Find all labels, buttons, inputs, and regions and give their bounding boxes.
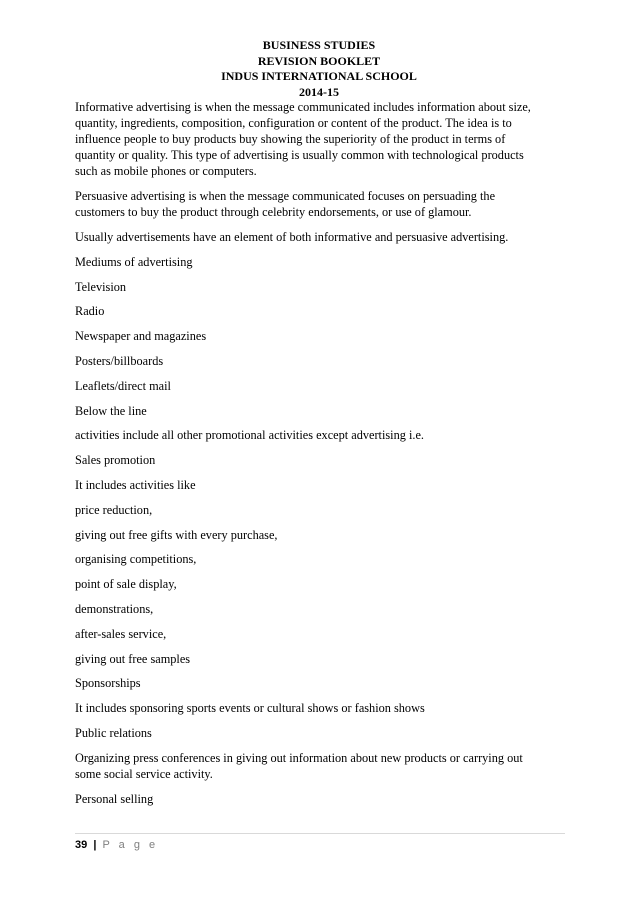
usually-paragraph: Usually advertisements have an element of both informative and persuasive advertising. <box>75 230 509 244</box>
persuasive-advertising-paragraph <box>75 188 565 220</box>
list-item: Newspaper and magazines <box>75 329 207 344</box>
list-item: It includes sponsoring sports events or cultural shows or fashion shows <box>75 701 425 716</box>
list-item: after-sales service, <box>75 626 167 641</box>
public-relations-paragraph <box>75 750 565 782</box>
header-subject: BUSINESS STUDIES <box>262 38 376 52</box>
informative-advertising-paragraph <box>75 99 565 179</box>
header-booklet: REVISION BOOKLET <box>257 53 381 68</box>
page-label: P a g e <box>102 839 159 851</box>
list-item: Radio <box>75 304 105 319</box>
text-line: Organizing press conferences in giving out information about new products or carrying out <box>75 750 523 765</box>
list-item: giving out free samples <box>75 651 191 666</box>
text-line: influence people to buy products buy showing the superiority of the product in terms of <box>75 132 506 146</box>
footer-separator: | <box>93 839 97 851</box>
list-item: price reduction, <box>75 502 153 517</box>
list-item: Leaflets/direct mail <box>75 378 171 393</box>
text-line: such as mobile phones or computers. <box>75 164 257 178</box>
document-body <box>75 99 565 816</box>
footer-divider <box>75 833 565 834</box>
list-item: Posters/billboards <box>75 353 164 368</box>
page-footer <box>75 838 158 852</box>
list-item: Sales promotion <box>75 453 156 468</box>
list-item: organising competitions, <box>75 552 197 567</box>
text-line: quantity, ingredients, composition, configuration or content of the product. The idea is to <box>75 116 512 130</box>
document-header <box>0 38 638 100</box>
text-line: quantity or quality. This type of advertising is usually common with technological products <box>75 148 524 162</box>
list-item: Below the line <box>75 403 147 418</box>
list-item: Mediums of advertising <box>75 254 193 269</box>
text-line: Persuasive advertising is when the message communicated focuses on persuading the <box>75 189 496 203</box>
list-item: Television <box>75 279 127 294</box>
list-item: giving out free gifts with every purchase, <box>75 527 278 542</box>
list-item: Personal selling <box>75 791 154 806</box>
list-item: demonstrations, <box>75 601 154 616</box>
text-line: customers to buy the product through celebrity endorsements, or use of glamour. <box>75 205 472 219</box>
text-line: some social service activity. <box>75 766 213 781</box>
list-item: Sponsorships <box>75 676 141 691</box>
list-item: activities include all other promotional activities except advertising i.e. <box>75 428 424 443</box>
text-line: Informative advertising is when the message communicated includes information about size, <box>75 100 531 114</box>
header-school: INDUS INTERNATIONAL SCHOOL <box>221 69 417 83</box>
header-year: 2014-15 <box>299 84 339 99</box>
list-item: Public relations <box>75 725 152 740</box>
list-item: point of sale display, <box>75 577 177 592</box>
page-number: 39 <box>75 839 88 851</box>
list-item: It includes activities like <box>75 477 196 492</box>
